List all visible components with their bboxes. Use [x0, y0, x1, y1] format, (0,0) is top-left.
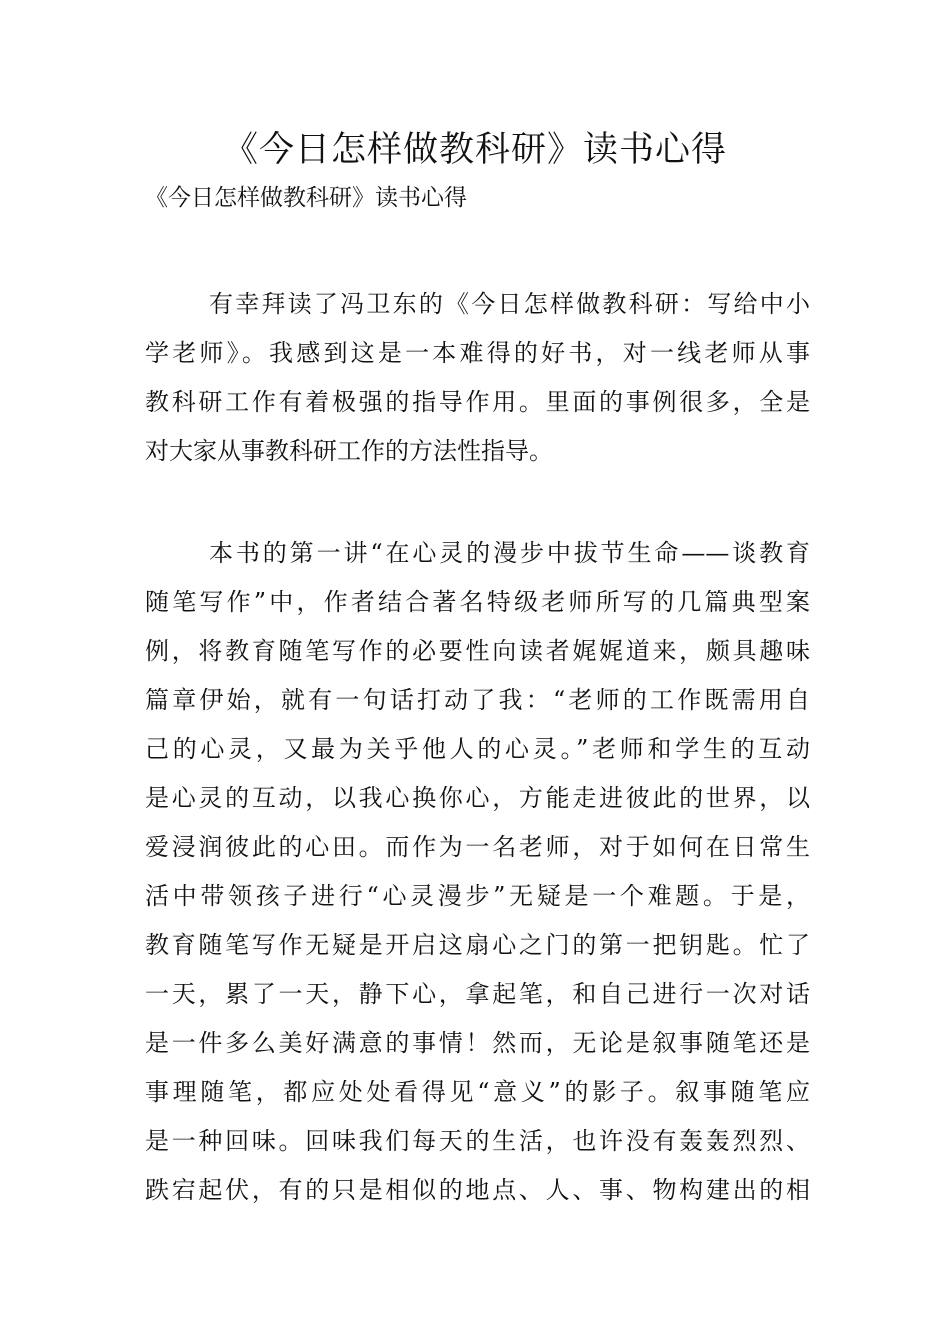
text-line: 教科研工作有着极强的指导作用。里面的事例很多，全是	[145, 388, 810, 416]
text-line: 一天，累了一天，静下心，拿起笔，和自己进行一次对话	[145, 980, 810, 1008]
text-line: 篇章伊始，就有一句话打动了我：“老师的工作既需用自	[145, 686, 810, 714]
document-subtitle: 《今日怎样做教科研》读书心得	[145, 185, 467, 211]
text-line: 本书的第一讲“在心灵的漫步中拔节生命——谈教育	[209, 539, 810, 567]
text-line: 例，将教育随笔写作的必要性向读者娓娓道来，颇具趣味	[145, 637, 810, 665]
text-line: 随笔写作”中，作者结合著名特级老师所写的几篇典型案	[145, 588, 810, 616]
text-line: 学老师》。我感到这是一本难得的好书，对一线老师从事	[145, 339, 810, 367]
document-title: 《今日怎样做教科研》读书心得	[222, 130, 727, 170]
text-line: 有幸拜读了冯卫东的《今日怎样做教科研：写给中小	[209, 290, 810, 318]
text-line: 爱浸润彼此的心田。而作为一名老师，对于如何在日常生	[145, 833, 810, 861]
text-line: 对大家从事教科研工作的方法性指导。	[145, 437, 553, 465]
text-line: 活中带领孩子进行“心灵漫步”无疑是一个难题。于是，	[145, 882, 810, 910]
paragraph-intro	[145, 280, 810, 476]
text-line: 事理随笔，都应处处看得见“意义”的影子。叙事随笔应	[145, 1078, 810, 1106]
text-line: 是心灵的互动，以我心换你心，方能走进彼此的世界，以	[145, 784, 810, 812]
text-line: 是一种回味。回味我们每天的生活，也许没有轰轰烈烈、	[145, 1127, 810, 1155]
text-line: 己的心灵，又最为关乎他人的心灵。”老师和学生的互动	[145, 735, 810, 763]
text-line: 跌宕起伏，有的只是相似的地点、人、事、物构建出的相	[145, 1176, 810, 1204]
paragraph-first-lecture	[145, 529, 810, 1215]
text-line: 教育随笔写作无疑是开启这扇心之门的第一把钥匙。忙了	[145, 931, 810, 959]
text-line: 是一件多么美好满意的事情！然而，无论是叙事随笔还是	[145, 1029, 810, 1057]
